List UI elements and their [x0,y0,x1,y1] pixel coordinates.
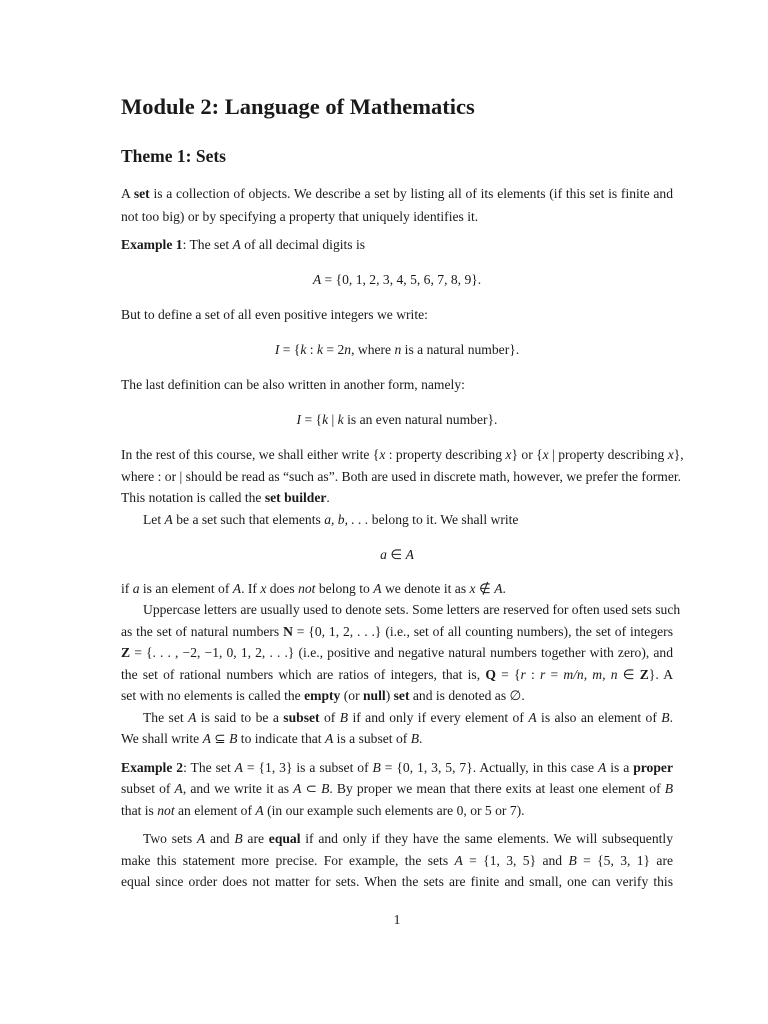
text-line: that is not an element of A (in our example such elements are 0, or 5 or 7). [121,803,525,818]
module-title: Module 2: Language of Mathematics [121,94,475,119]
text-line: We shall write A ⊆ B to indicate that A is a subset of B. [121,731,423,746]
text-line: In the rest of this course, we shall either write {x : property describing x} or {x | property describing x}, [121,447,684,462]
text-line: as the set of natural numbers N = {0, 1, 2, . . .} (i.e., set of all counting numbers), the set of integers [121,624,673,639]
text-line: the set of rational numbers which are ratios of integers, that is, Q = {r : r = m/n, m, n ∈ Z}. A [121,667,674,682]
text-line: The set A is said to be a subset of B if and only if every element of A is also an element of B. [143,710,673,725]
text-line: Two sets A and B are equal if and only if they have the same elements. We will subsequently [143,831,673,846]
equation-even-natural: I = {k | k is an even natural number}. [296,412,498,427]
equation-even-integers: I = {k : k = 2n, where n is a natural number}. [274,342,520,357]
text-line: Uppercase letters are usually used to denote sets. Some letters are reserved for often used sets such [143,602,681,617]
text-line: Let A be a set such that elements a, b, . . . belong to it. We shall write [143,512,519,527]
example-1: Example 1: The set A of all decimal digits is [121,237,366,252]
text-line: make this statement more precise. For example, the sets A = {1, 3, 5} and B = {5, 3, 1} are [121,853,674,868]
page-number: 1 [393,912,401,927]
text-line: subset of A, and we write it as A ⊂ B. By proper we mean that there exits at least one element of B [121,781,674,796]
text-line: if a is an element of A. If x does not belong to A we denote it as x ∉ A. [121,581,506,596]
example-2: Example 2: The set A = {1, 3} is a subset of B = {0, 1, 3, 5, 7}. Actually, in this case A is a proper [121,760,673,775]
text-line: Z = {. . . , −2, −1, 0, 1, 2, . . .} (i.e., positive and negative natural numbers together with zero), and [121,645,673,660]
equation-digits: A = {0, 1, 2, 3, 4, 5, 6, 7, 8, 9}. [312,272,482,287]
text-line: A set is a collection of objects. We describe a set by listing all of its elements (if this set is finite and [121,186,673,201]
text-line: not too big) or by specifying a property that uniquely identifies it. [121,209,479,224]
theme-heading: Theme 1: Sets [121,146,226,166]
equation-membership: a ∈ A [380,547,414,562]
text-line: This notation is called the set builder. [121,490,330,505]
text-line: But to define a set of all even positive integers we write: [121,307,428,322]
text-line: The last definition can be also written in another form, namely: [121,377,465,392]
text-line: set with no elements is called the empty (or null) set and is denoted as ∅. [121,688,525,703]
text-line: where : or | should be read as “such as”. Both are used in discrete math, however, we prefer the former. [121,469,682,484]
text-line: equal since order does not matter for sets. When the sets are finite and small, one can verify this [121,874,673,889]
